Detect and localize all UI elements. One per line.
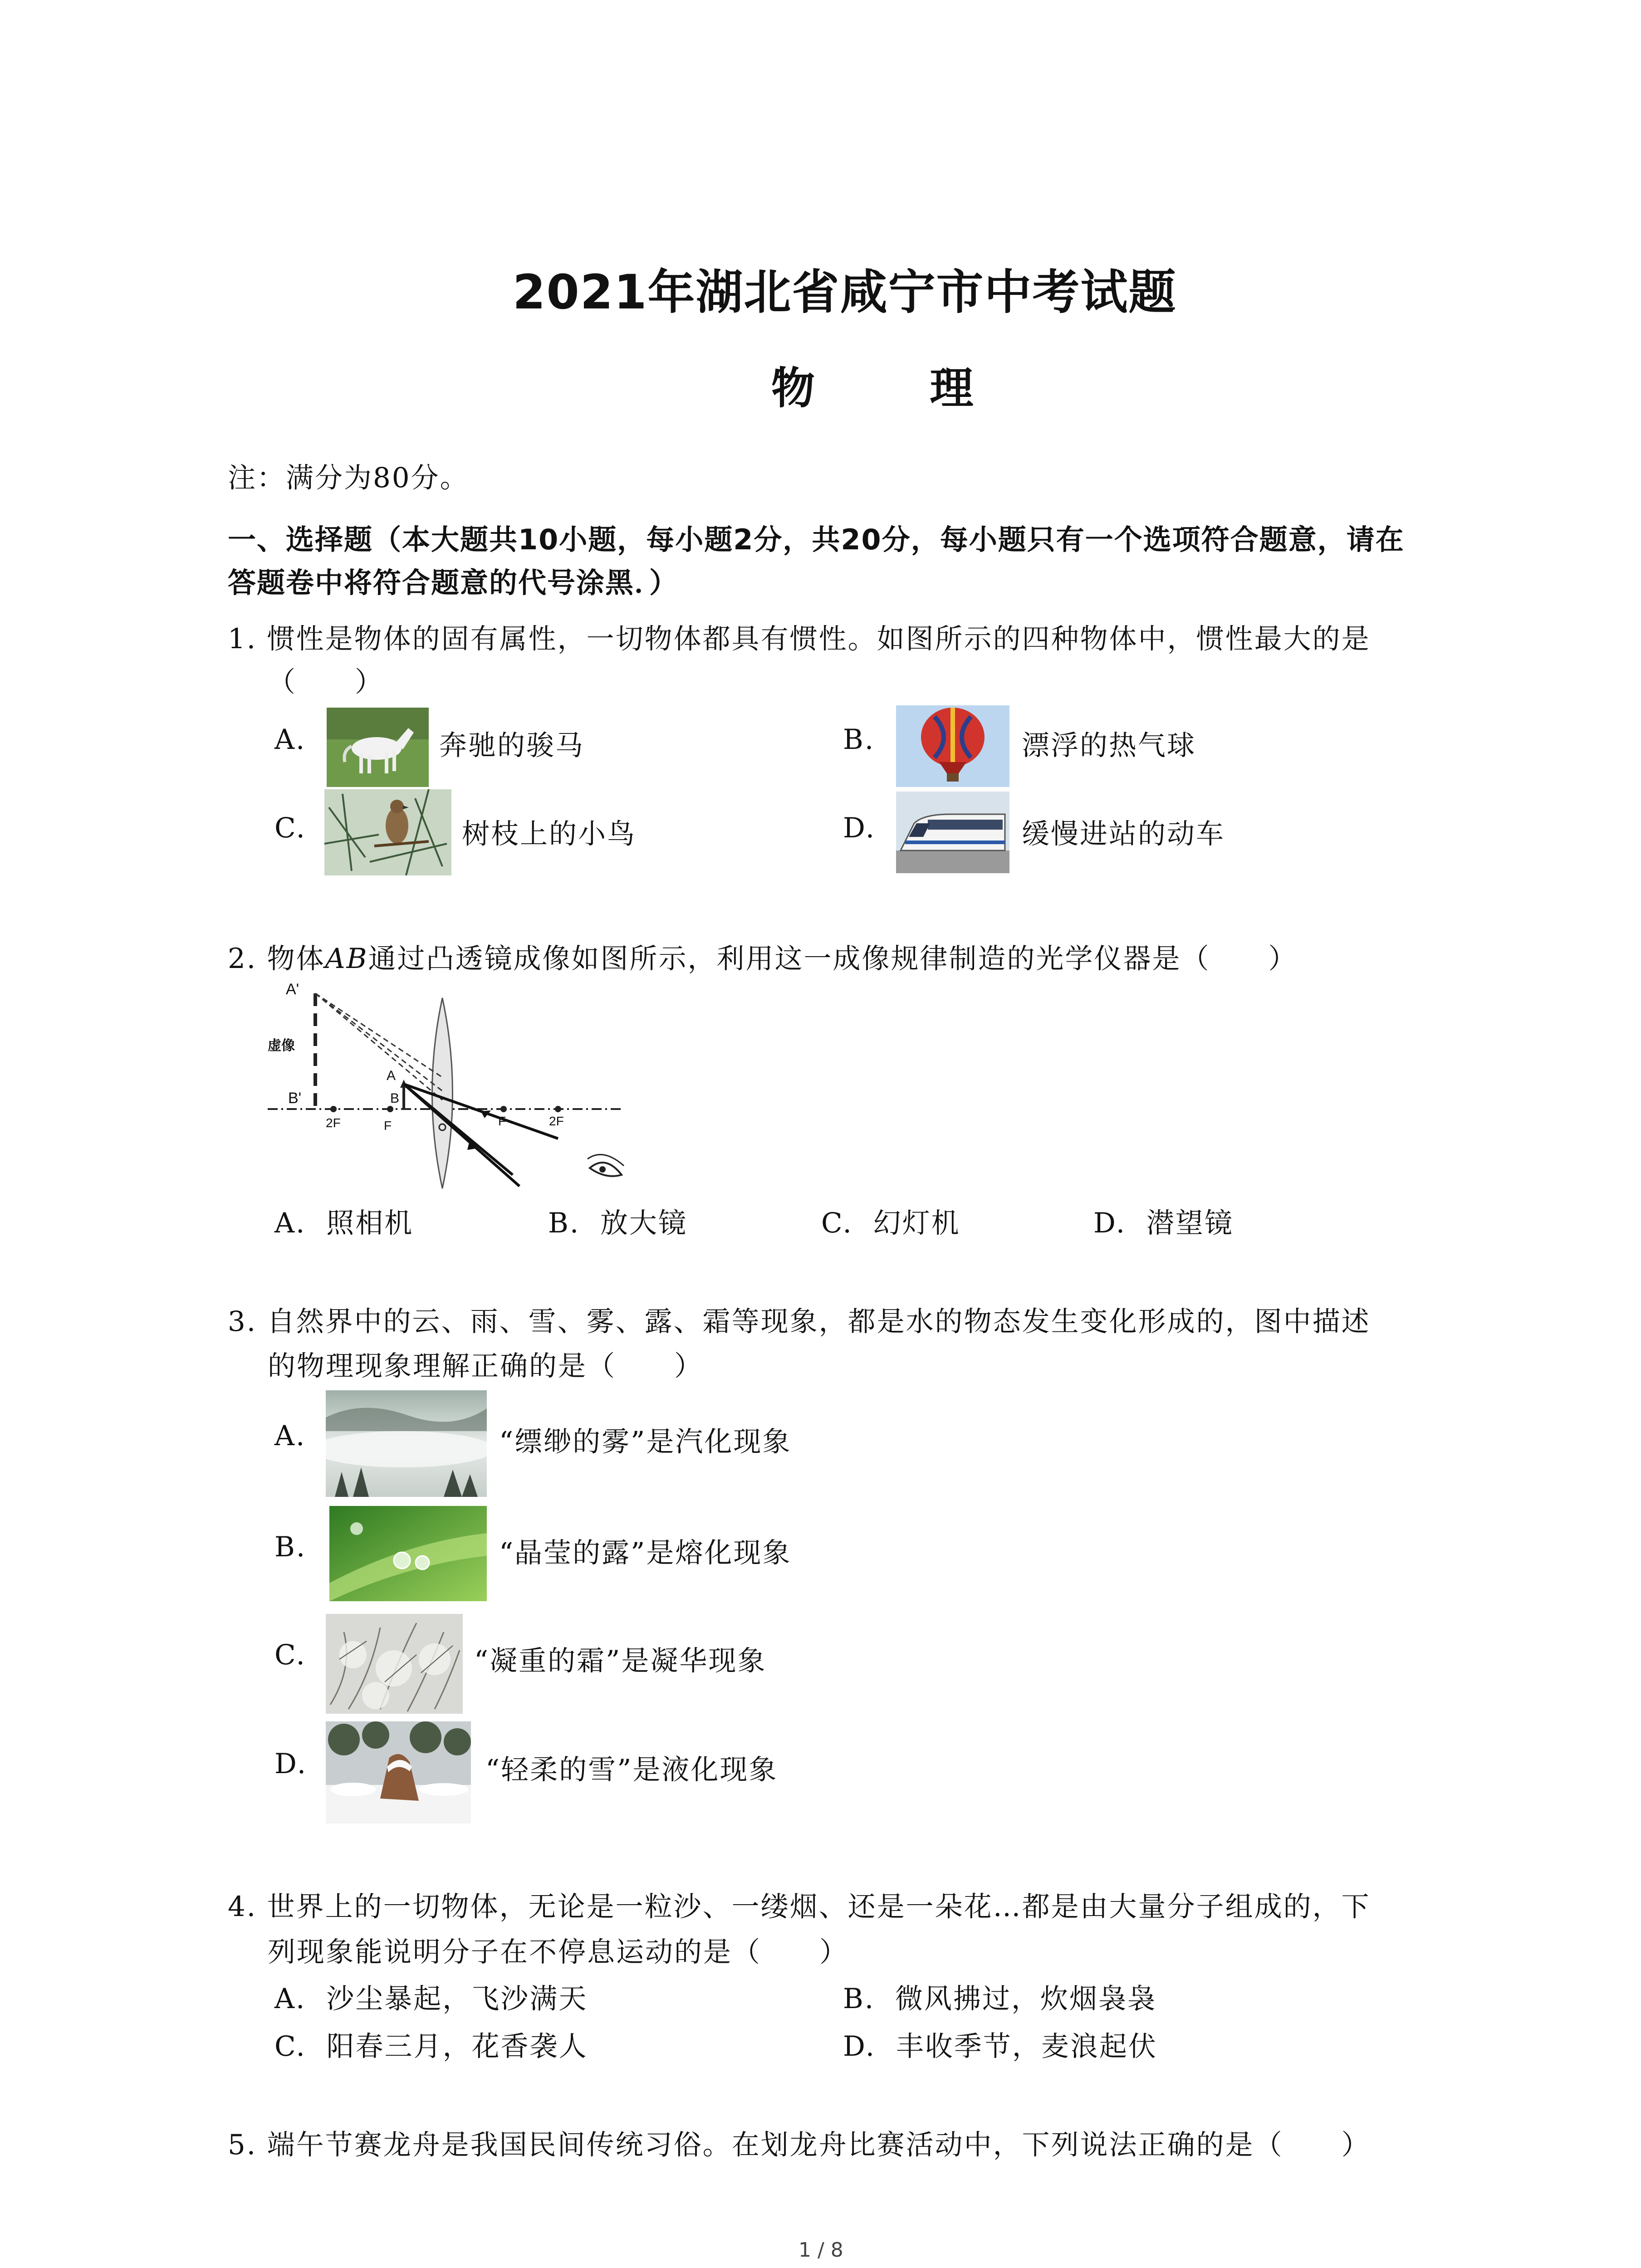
q4-option-c[interactable] bbox=[274, 2024, 588, 2064]
q4-stem-line2: 列现象能说明分子在不停息运动的是（ ） bbox=[268, 1936, 849, 1968]
q2-var-ab: AB bbox=[325, 943, 368, 975]
dew-photo-icon bbox=[329, 1506, 487, 1601]
label-b: B bbox=[390, 1091, 400, 1106]
q4-option-a-text: 沙尘暴起，飞沙满天 bbox=[326, 1983, 588, 2015]
label-virtual-image: 虚像 bbox=[268, 1038, 295, 1054]
label-f-left: F bbox=[384, 1119, 392, 1133]
section-heading-line1: 一、选择题（本大题共10小题，每小题2分，共20分，每小题只有一个选项符合题意，请在 bbox=[228, 523, 1405, 556]
q4-option-b-letter: B. bbox=[843, 1983, 875, 2015]
q2-option-b-letter: B. bbox=[548, 1207, 580, 1239]
q1-option-c-text[interactable]: 树枝上的小鸟 bbox=[462, 818, 637, 850]
q1-option-d-letter[interactable]: D. bbox=[843, 812, 876, 844]
q3-option-d-text[interactable]: “轻柔的雪”是液化现象 bbox=[485, 1754, 778, 1786]
label-a-prime: A' bbox=[286, 981, 299, 998]
q4-option-a[interactable] bbox=[274, 1977, 588, 2016]
q5-stem-line1: 5. 端午节赛龙舟是我国民间传统习俗。在划龙舟比赛活动中，下列说法正确的是（ ） bbox=[228, 2129, 1371, 2161]
q3-option-a-letter[interactable]: A. bbox=[274, 1420, 306, 1452]
q4-option-c-letter: C. bbox=[274, 2030, 306, 2063]
q3-stem-line1: 3. 自然界中的云、雨、雪、雾、露、霜等现象，都是水的物态发生变化形成的，图中描述 bbox=[228, 1305, 1371, 1338]
q2-option-c-letter: C. bbox=[821, 1207, 853, 1239]
q4-option-d-letter: D. bbox=[843, 2030, 876, 2063]
bird-photo-icon bbox=[324, 789, 451, 875]
q4-option-b-text: 微风拂过，炊烟袅袅 bbox=[895, 1983, 1157, 2015]
hot-air-balloon-photo-icon bbox=[896, 705, 1009, 787]
q2-option-a-letter: A. bbox=[274, 1207, 306, 1239]
q4-option-d-text: 丰收季节，麦浪起伏 bbox=[896, 2030, 1157, 2063]
frost-photo-icon bbox=[326, 1614, 463, 1714]
q3-option-d-letter[interactable]: D. bbox=[274, 1748, 308, 1780]
q4-option-d[interactable] bbox=[843, 2024, 1157, 2064]
q1-option-b-text[interactable]: 漂浮的热气球 bbox=[1022, 729, 1196, 762]
label-2f-left: 2F bbox=[326, 1116, 341, 1130]
label-b-prime: B' bbox=[288, 1090, 302, 1107]
q2-option-b-text: 放大镜 bbox=[600, 1207, 688, 1239]
q2-option-b[interactable] bbox=[548, 1201, 687, 1241]
q3-stem-line2: 的物理现象理解正确的是（ ） bbox=[268, 1350, 704, 1382]
q2-option-d-letter: D. bbox=[1093, 1207, 1127, 1239]
train-photo-icon bbox=[896, 792, 1009, 873]
q2-option-d-text: 潜望镜 bbox=[1146, 1207, 1234, 1239]
q2-stem-prefix: 2. 物体 bbox=[228, 943, 325, 975]
q1-option-d-text[interactable]: 缓慢进站的动车 bbox=[1022, 818, 1225, 850]
q2-option-a-text: 照相机 bbox=[326, 1207, 414, 1239]
label-a: A bbox=[387, 1068, 396, 1083]
q3-option-b-text[interactable]: “晶莹的露”是熔化现象 bbox=[499, 1537, 792, 1569]
q1-option-b-letter[interactable]: B. bbox=[843, 723, 875, 756]
q3-option-a-text[interactable]: “缥缈的雾”是汽化现象 bbox=[499, 1426, 792, 1458]
convex-lens-diagram bbox=[268, 980, 631, 1193]
label-2f-right: 2F bbox=[549, 1114, 564, 1128]
q2-stem-suffix: 通过凸透镜成像如图所示，利用这一成像规律制造的光学仪器是（ ） bbox=[368, 943, 1298, 975]
score-note: 注：满分为80分。 bbox=[228, 462, 469, 494]
q2-option-c-text: 幻灯机 bbox=[873, 1207, 960, 1239]
q3-option-c-letter[interactable]: C. bbox=[274, 1639, 306, 1671]
page-number: 1 / 8 bbox=[798, 2239, 843, 2262]
fog-photo-icon bbox=[326, 1390, 487, 1497]
label-f-right: F bbox=[498, 1114, 506, 1128]
q2-option-d[interactable] bbox=[1093, 1201, 1234, 1241]
q4-option-c-text: 阳春三月，花香袭人 bbox=[326, 2030, 588, 2063]
q1-option-a-letter[interactable]: A. bbox=[274, 723, 306, 756]
page-title: 2021年湖北省咸宁市中考试题 bbox=[513, 264, 1177, 320]
q4-option-a-letter: A. bbox=[274, 1983, 306, 2015]
subject-title: 物 理 bbox=[771, 363, 1024, 414]
q1-option-c-letter[interactable]: C. bbox=[274, 812, 306, 844]
q1-stem-line1: 1. 惯性是物体的固有属性，一切物体都具有惯性。如图所示的四种物体中，惯性最大的是 bbox=[228, 623, 1371, 655]
snow-photo-icon bbox=[326, 1721, 471, 1823]
q4-option-b[interactable] bbox=[843, 1977, 1156, 2016]
q2-option-c[interactable] bbox=[821, 1201, 960, 1241]
q3-option-c-text[interactable]: “凝重的霜”是凝华现象 bbox=[474, 1645, 767, 1677]
q2-option-a[interactable] bbox=[274, 1201, 413, 1241]
q4-stem-line1: 4. 世界上的一切物体，无论是一粒沙、一缕烟、还是一朵花…都是由大量分子组成的，下 bbox=[228, 1891, 1371, 1923]
q3-option-b-letter[interactable]: B. bbox=[274, 1531, 307, 1563]
horse-photo-icon bbox=[327, 708, 429, 787]
q2-stem bbox=[228, 937, 1298, 976]
section-heading-line2: 答题卷中将符合题意的代号涂黑．） bbox=[228, 566, 679, 599]
q1-stem-line2: （ ） bbox=[268, 666, 384, 698]
q1-option-a-text[interactable]: 奔驰的骏马 bbox=[439, 729, 585, 762]
